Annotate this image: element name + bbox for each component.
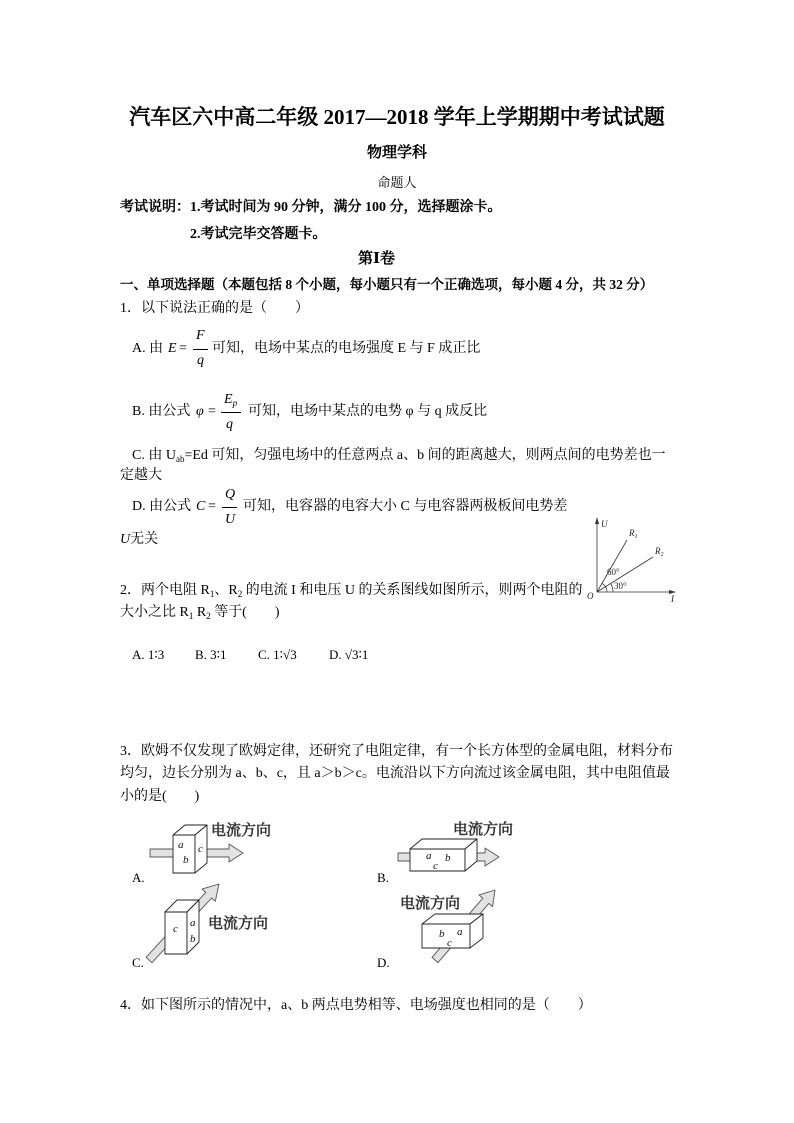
- edge-label-a: a: [190, 917, 196, 929]
- edge-label-b: b: [190, 933, 196, 945]
- q2-subscript: 1: [188, 611, 194, 621]
- r2-symbol: R: [655, 546, 661, 556]
- numerator-symbol: E: [224, 392, 233, 407]
- q2-text: 的电流 I 和电压 U 的关系图线如图所示，则两个电阻的: [242, 583, 583, 598]
- q2-option-b: B. 3∶1: [195, 647, 227, 662]
- option-d-variable: U: [120, 532, 131, 547]
- current-direction-label: 电流方向: [400, 896, 461, 912]
- formula-equals: =: [208, 404, 216, 419]
- q2-stem-line1: [120, 583, 582, 599]
- q2-subscript: 1: [209, 589, 215, 599]
- current-direction-label: 电流方向: [211, 823, 272, 839]
- u-axis-label: U: [601, 519, 608, 529]
- formula-numerator: [224, 392, 237, 408]
- cuboid-front-face: [422, 924, 470, 948]
- current-direction-label: 电流方向: [208, 916, 269, 932]
- r1-label: [628, 528, 638, 540]
- q3-stem-line3: 小的是( ): [120, 789, 200, 804]
- q2-text: 大小之比 R: [120, 605, 189, 620]
- instructions-label: 考试说明：: [120, 200, 190, 215]
- q1-option-c-line1: [132, 448, 666, 464]
- formula-lhs: φ: [196, 404, 204, 419]
- edge-label-b: b: [439, 928, 445, 940]
- q3-choice-a: A.: [132, 870, 145, 885]
- q1-option-c-line2: 定越大: [120, 468, 162, 483]
- edge-label-b: b: [183, 854, 189, 866]
- formula-lhs: E: [168, 341, 177, 356]
- option-c-subscript: ab: [175, 454, 185, 464]
- formula-denominator: U: [225, 512, 236, 527]
- u-axis-arrowhead: [595, 517, 599, 524]
- q3-figure-c: [145, 882, 285, 966]
- q1-option-d-lead: D. 由公式: [132, 499, 192, 514]
- instruction-2: 2.考试完毕交答题卡。: [190, 227, 327, 242]
- q2-option-a: A. 1∶3: [132, 647, 165, 662]
- fraction-bar: [222, 507, 237, 508]
- q1-option-d-line2: [120, 532, 158, 548]
- q3-choice-b: B.: [377, 870, 389, 885]
- formula-numerator: F: [196, 328, 205, 343]
- exam-instructions: [120, 200, 502, 216]
- q3-stem-line1: 3．欧姆不仅发现了欧姆定律，还研究了电阻定律，有一个长方体型的金属电阻，材料分布: [120, 744, 673, 759]
- formula-denominator: q: [197, 353, 204, 368]
- formula-denominator: q: [226, 417, 233, 432]
- edge-label-b: b: [445, 852, 451, 864]
- q1-option-b-formula: [196, 390, 246, 434]
- angle-arc-r2: [611, 584, 613, 593]
- r1-subscript: 1: [634, 534, 638, 540]
- q1-option-d-text: 可知，电容器的电容大小 C 与电容器两极板间电势差: [243, 499, 568, 514]
- q2-text: 、R: [214, 583, 238, 598]
- q3-stem-line2: 均匀，边长分别为 a、b、c，且 a＞b＞c。电流沿以下方向流过该金属电阻，其中电阻值最: [120, 766, 670, 781]
- q2-text: 2．两个电阻 R: [120, 583, 210, 598]
- exam-subject: 物理学科: [366, 145, 427, 161]
- q1-option-a-lead: A. 由: [132, 341, 164, 356]
- formula-numerator: Q: [225, 487, 236, 502]
- origin-label: O: [587, 591, 594, 601]
- q2-option-d: D. √3∶1: [329, 647, 369, 662]
- part-title: 第Ⅰ卷: [358, 251, 396, 267]
- r2-label: [654, 546, 664, 558]
- edge-label-a: a: [426, 850, 432, 862]
- q1-stem: 1．以下说法正确的是（ ）: [120, 301, 309, 316]
- instruction-1: 1.考试时间为 90 分钟，满分 100 分，选择题涂卡。: [190, 200, 502, 215]
- fraction-bar: [193, 349, 208, 350]
- q2-text: 等于( ): [210, 605, 280, 620]
- option-c-rest: =Ed 可知，匀强电场中的任意两点 a、b 间的距离越大，则两点间的电势差也一: [184, 448, 666, 463]
- option-d-line2-text: 无关: [130, 532, 159, 547]
- exam-title: 汽车区六中高二年级 2017—2018 学年上学期期中考试试题: [129, 105, 665, 129]
- q2-stem-line2: [120, 605, 280, 621]
- formula-equals: =: [179, 341, 187, 356]
- edge-label-c: c: [447, 937, 452, 949]
- q2-option-c: C. 1∶√3: [258, 647, 297, 662]
- iu-graph: [585, 515, 680, 605]
- q3-figure-a: [145, 815, 280, 880]
- edge-label-c: c: [198, 843, 203, 855]
- q1-option-a-formula: [168, 327, 218, 371]
- q1-option-b-text: 可知，电场中某点的电势 φ 与 q 成反比: [248, 404, 488, 419]
- edge-label-c: c: [433, 860, 438, 872]
- q2-subscript: 2: [206, 611, 211, 621]
- q3-figure-b: [395, 815, 525, 880]
- formula-equals: =: [208, 499, 216, 514]
- q2-subscript: 2: [237, 589, 243, 599]
- fraction-bar: [221, 412, 241, 413]
- current-direction-label: 电流方向: [453, 822, 514, 838]
- section-heading: 一、单项选择题（本题包括 8 个小题，每小题只有一个正确选项，每小题 4 分，共 32 分）: [120, 277, 654, 292]
- edge-label-a: a: [178, 839, 184, 851]
- q1-option-b-lead: B. 由公式: [132, 404, 191, 419]
- edge-label-c: c: [173, 923, 178, 935]
- q1-option-a-text: 可知，电场中某点的电场强度 E 与 F 成正比: [212, 341, 481, 356]
- r2-subscript: 2: [660, 552, 664, 558]
- r1-symbol: R: [629, 528, 635, 538]
- q2-text: R: [193, 605, 207, 620]
- formula-lhs: C: [196, 499, 206, 514]
- numerator-subscript: p: [232, 398, 238, 408]
- q1-option-d-formula: [196, 485, 246, 529]
- q3-choice-d: D.: [377, 955, 390, 970]
- angle-60-label: 60°: [607, 567, 620, 577]
- angle-30-label: 30°: [614, 581, 627, 591]
- edge-label-a: a: [457, 926, 463, 938]
- q4-stem: 4．如下图所示的情况中，a、b 两点电势相等、电场强度也相同的是（ ）: [120, 998, 592, 1013]
- option-c-lead: C. 由 U: [132, 448, 176, 463]
- i-axis-label: I: [671, 594, 674, 604]
- q3-choice-c: C.: [132, 955, 144, 970]
- exam-author: 命题人: [377, 175, 417, 190]
- q3-figure-d: [395, 882, 525, 966]
